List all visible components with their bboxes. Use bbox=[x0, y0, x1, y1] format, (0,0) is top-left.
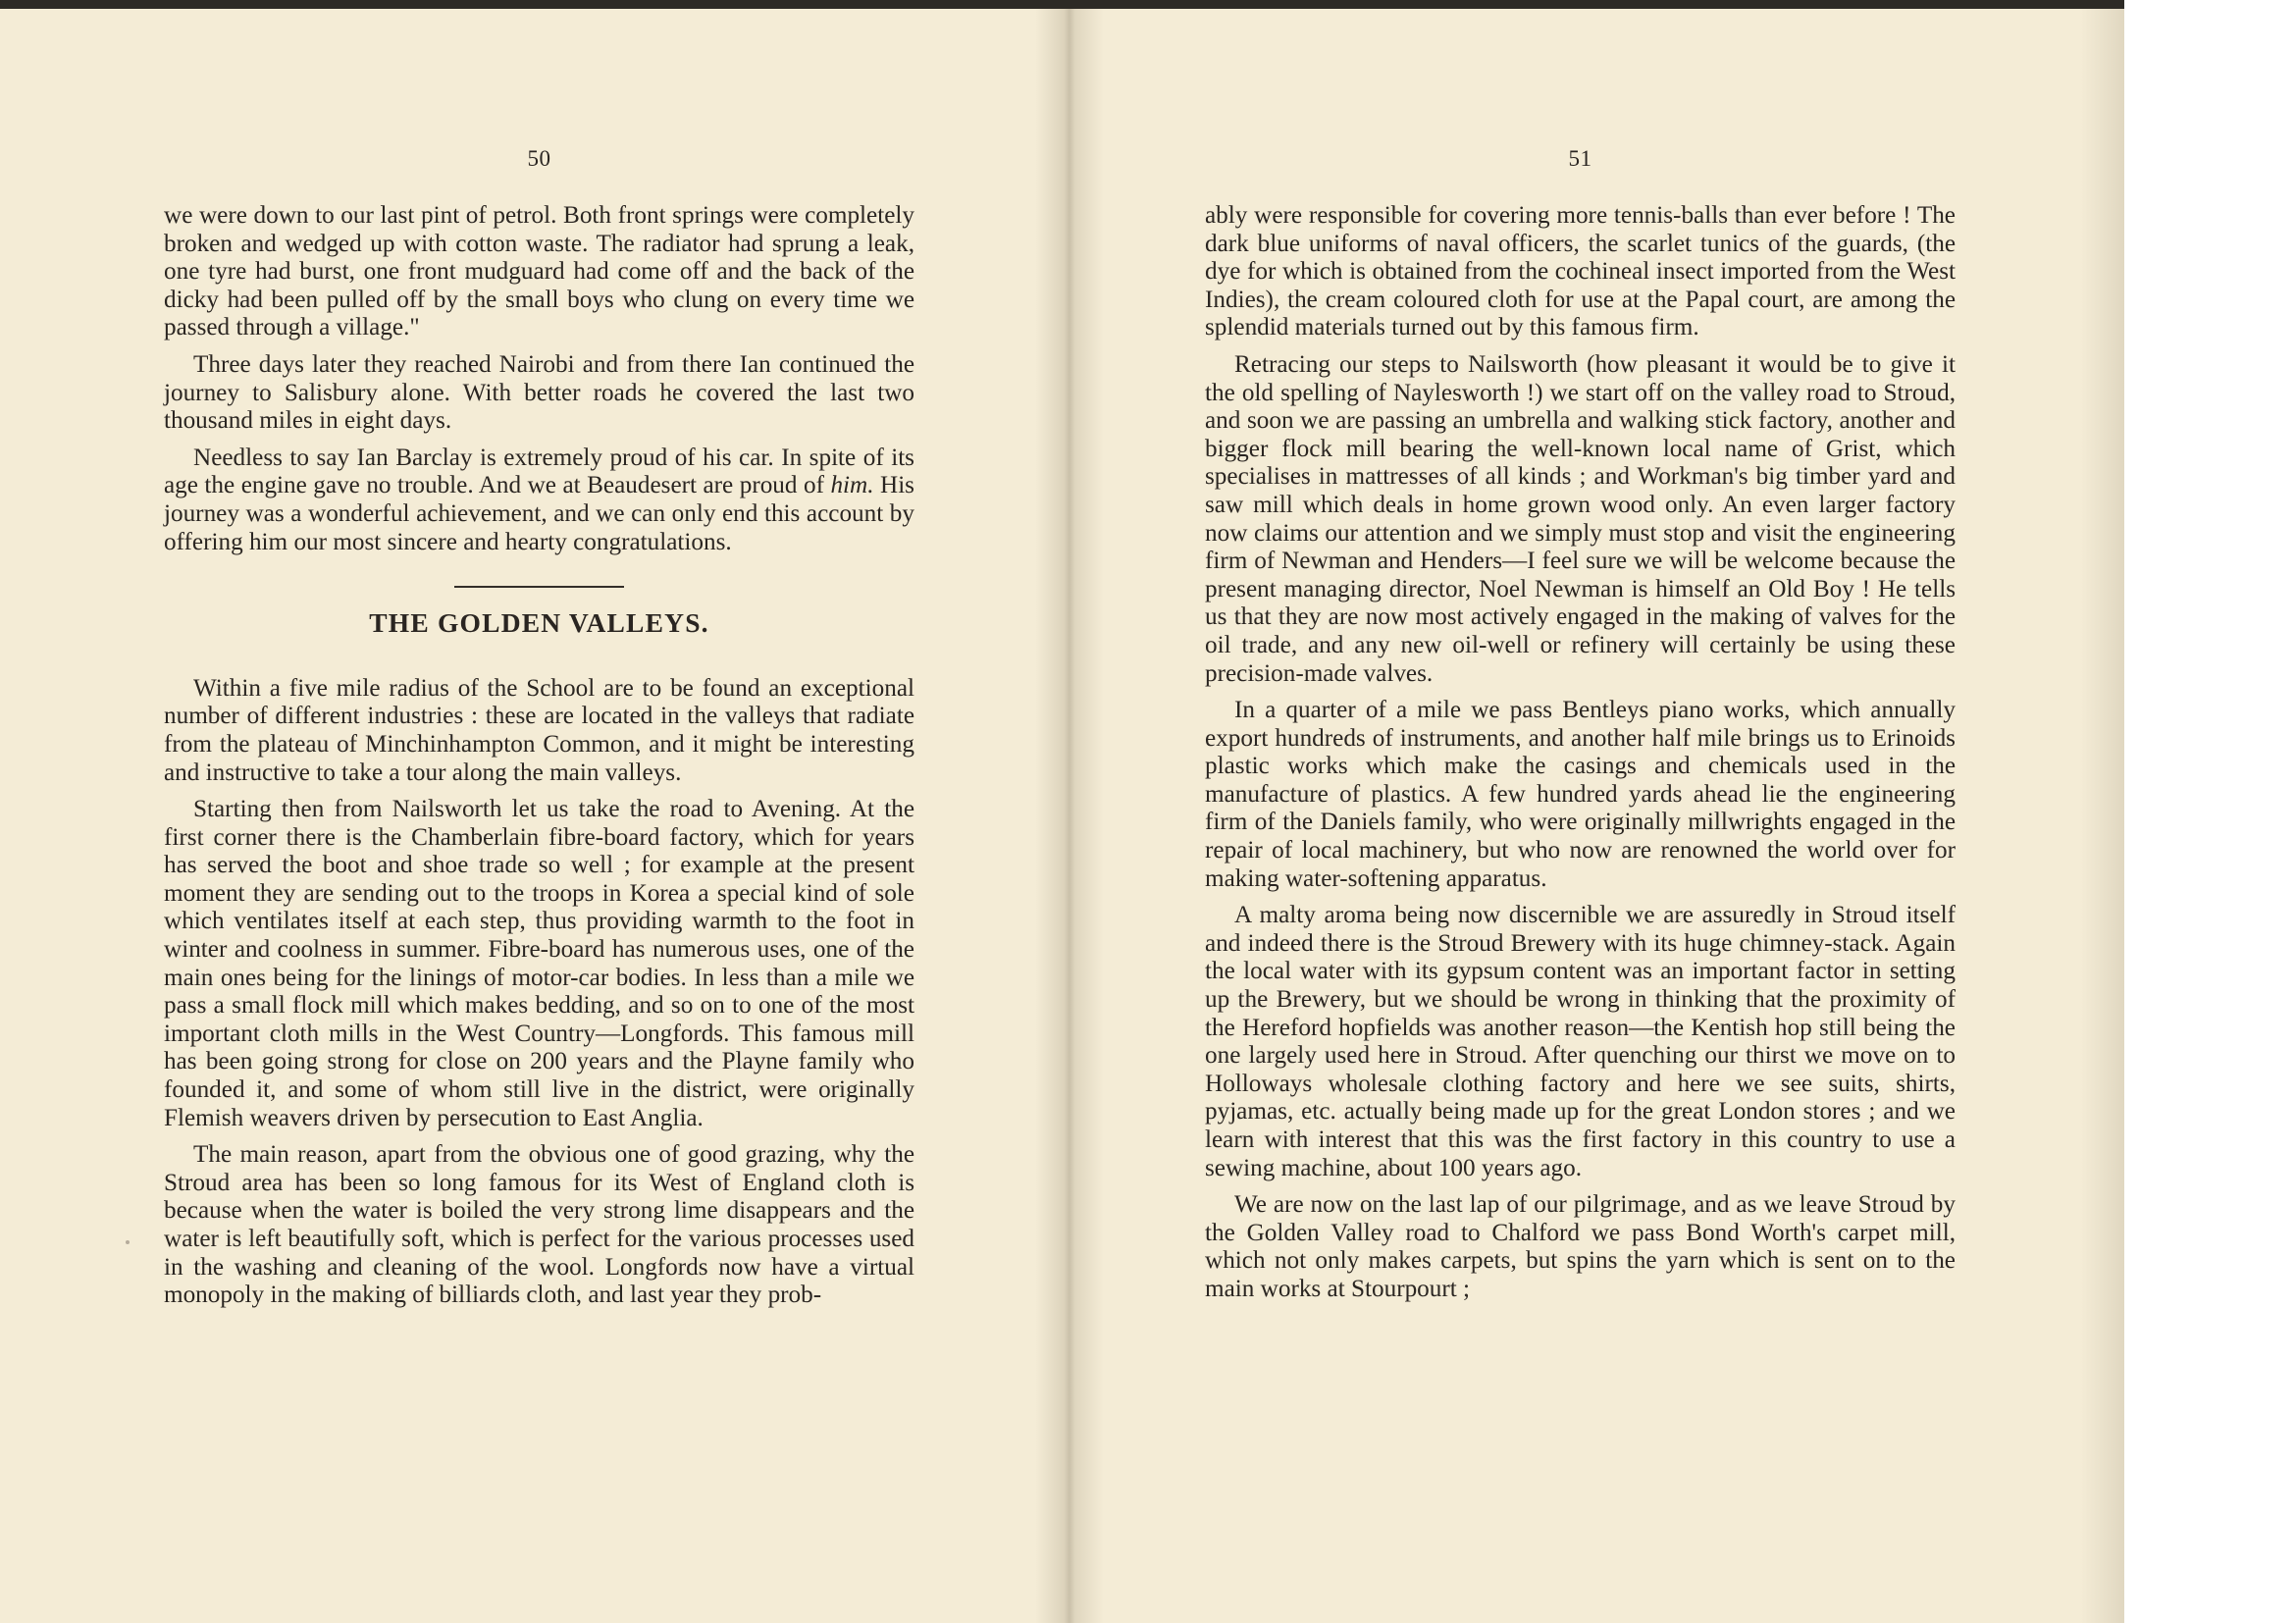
right-paragraph-4: A malty aroma being now discernible we are assuredly in Stroud itself and indeed there is the Stroud Brewery with its huge chimney-stack. Again the local water with its gypsum content was an important factor in setting up the Brewery, but we should be wrong in thinking that the proximity of the Hereford hopfields was another reason—the Kentish hop still being the one largely used here in Stroud. After quenching our thirst we move on to Holloways wholesale clothing factory and here we see suits, shirts, pyjamas, etc. actually being made up for the great London stores ; and we learn with interest that this was the first factory in this country to use a sewing machine, about 100 years ago. bbox=[1205, 902, 1956, 1181]
right-page-text bbox=[1205, 202, 1956, 1313]
left-paragraph-4: Within a five mile radius of the School are to be found an exceptional number of different industries : these are located in the valleys that radiate from the plateau of Minchinhampton Common, and it might be interesting and instructive to take a tour along the main valleys. bbox=[164, 674, 914, 786]
section-title: THE GOLDEN VALLEYS. bbox=[369, 607, 709, 639]
left-paragraph-3-start: Needless to say Ian Barclay is extremely proud of his car. In spite of its age the engine gave no trouble. And we at Beaudesert are proud of bbox=[164, 444, 914, 499]
left-page-text bbox=[164, 202, 914, 1319]
left-paragraph-3-end: His journey was a wonderful achievement, and we can only end this account by offering him our most sincere and hearty congratulations. bbox=[164, 472, 914, 555]
right-page-number: 51 bbox=[1568, 146, 1592, 171]
left-paragraph-2: Three days later they reached Nairobi and from there Ian continued the journey to Salisbury alone. With better roads he covered the last two thousand miles in eight days. bbox=[164, 350, 914, 435]
page-speck bbox=[126, 1240, 130, 1244]
right-paragraph-5: We are now on the last lap of our pilgrimage, and as we leave Stroud by the Golden Valley road to Chalford we pass Bond Worth's carpet mill, which not only makes carpets, but spins the yarn which is sent on to the main works at Stourpourt ; bbox=[1205, 1191, 1956, 1302]
left-paragraph-1: we were down to our last pint of petrol. Both front springs were completely broken and wedged up with cotton waste. The radiator had sprung a leak, one tyre had burst, one front mudguard had come off and the back of the dicky had been pulled off by the small boys who clung on every time we passed through a village." bbox=[164, 202, 914, 341]
book-gutter bbox=[1035, 9, 1104, 1623]
right-page bbox=[1205, 9, 1956, 1623]
page-edge bbox=[2080, 9, 2124, 1623]
left-paragraph-6: The main reason, apart from the obvious one of good grazing, why the Stroud area has been so long famous for its West of England cloth is because when the water is boiled the very strong lime disappears and the water is left beautifully soft, which is perfect for the various processes used in the washing and cleaning of the wool. Longfords now have a virtual monopoly in the making of billiards cloth, and last year they prob- bbox=[164, 1141, 914, 1309]
section-divider bbox=[454, 586, 624, 588]
left-page bbox=[164, 9, 914, 1623]
left-paragraph-5: Starting then from Nailsworth let us take the road to Avening. At the first corner there is the Chamberlain fibre-board factory, which for years has served the boot and shoe trade so well ; for example at the present moment they are sending out to the troops in Korea a special kind of sole which ventilates itself at each step, thus providing warmth to the foot in winter and coolness in summer. Fibre-board has numerous uses, one of the main ones being for the linings of motor-car bodies. In less than a mile we pass a small flock mill which makes bedding, and so on to one of the most important cloth mills in the West Country—Longfords. This famous mill has been going strong for close on 200 years and the Playne family who founded it, and some of whom still live in the district, were originally Flemish weavers driven by persecution to East Anglia. bbox=[164, 796, 914, 1131]
left-paragraph-3-emphasis: him. bbox=[830, 472, 874, 499]
right-paragraph-2: Retracing our steps to Nailsworth (how pleasant it would be to give it the old spelling of Naylesworth !) we start off on the valley road to Stroud, and soon we are passing an umbrella and walking stick factory, another and bigger flock mill bearing the well-known local name of Grist, which specialises in mattresses of all kinds ; and Workman's big timber yard and saw mill which deals in home grown wood only. An even larger factory now claims our attention and we simply must stop and visit the engineering firm of Newman and Henders—I feel sure we will be welcome because the present managing director, Noel Newman is himself an Old Boy ! He tells us that they are now most actively engaged in the making of valves for the oil trade, and any new oil-well or refinery will certainly be using these precision-made valves. bbox=[1205, 350, 1956, 687]
right-paragraph-1: ably were responsible for covering more tennis-balls than ever before ! The dark blue uniforms of naval officers, the scarlet tunics of the guards, (the dye for which is obtained from the cochineal insect imported from the West Indies), the cream coloured cloth for use at the Papal court, are among the splendid materials turned out by this famous firm. bbox=[1205, 202, 1956, 341]
left-page-number: 50 bbox=[527, 146, 551, 171]
left-paragraph-3 bbox=[164, 445, 914, 556]
right-paragraph-3: In a quarter of a mile we pass Bentleys piano works, which annually export hundreds of instruments, and another half mile brings us to Erinoids plastic works which make the casings and chemicals used in the manufacture of plastics. A few hundred yards ahead lie the engineering firm of the Daniels family, who were originally millwrights engaged in the repair of local machinery, but who now are renowned the world over for making water-softening apparatus. bbox=[1205, 697, 1956, 892]
